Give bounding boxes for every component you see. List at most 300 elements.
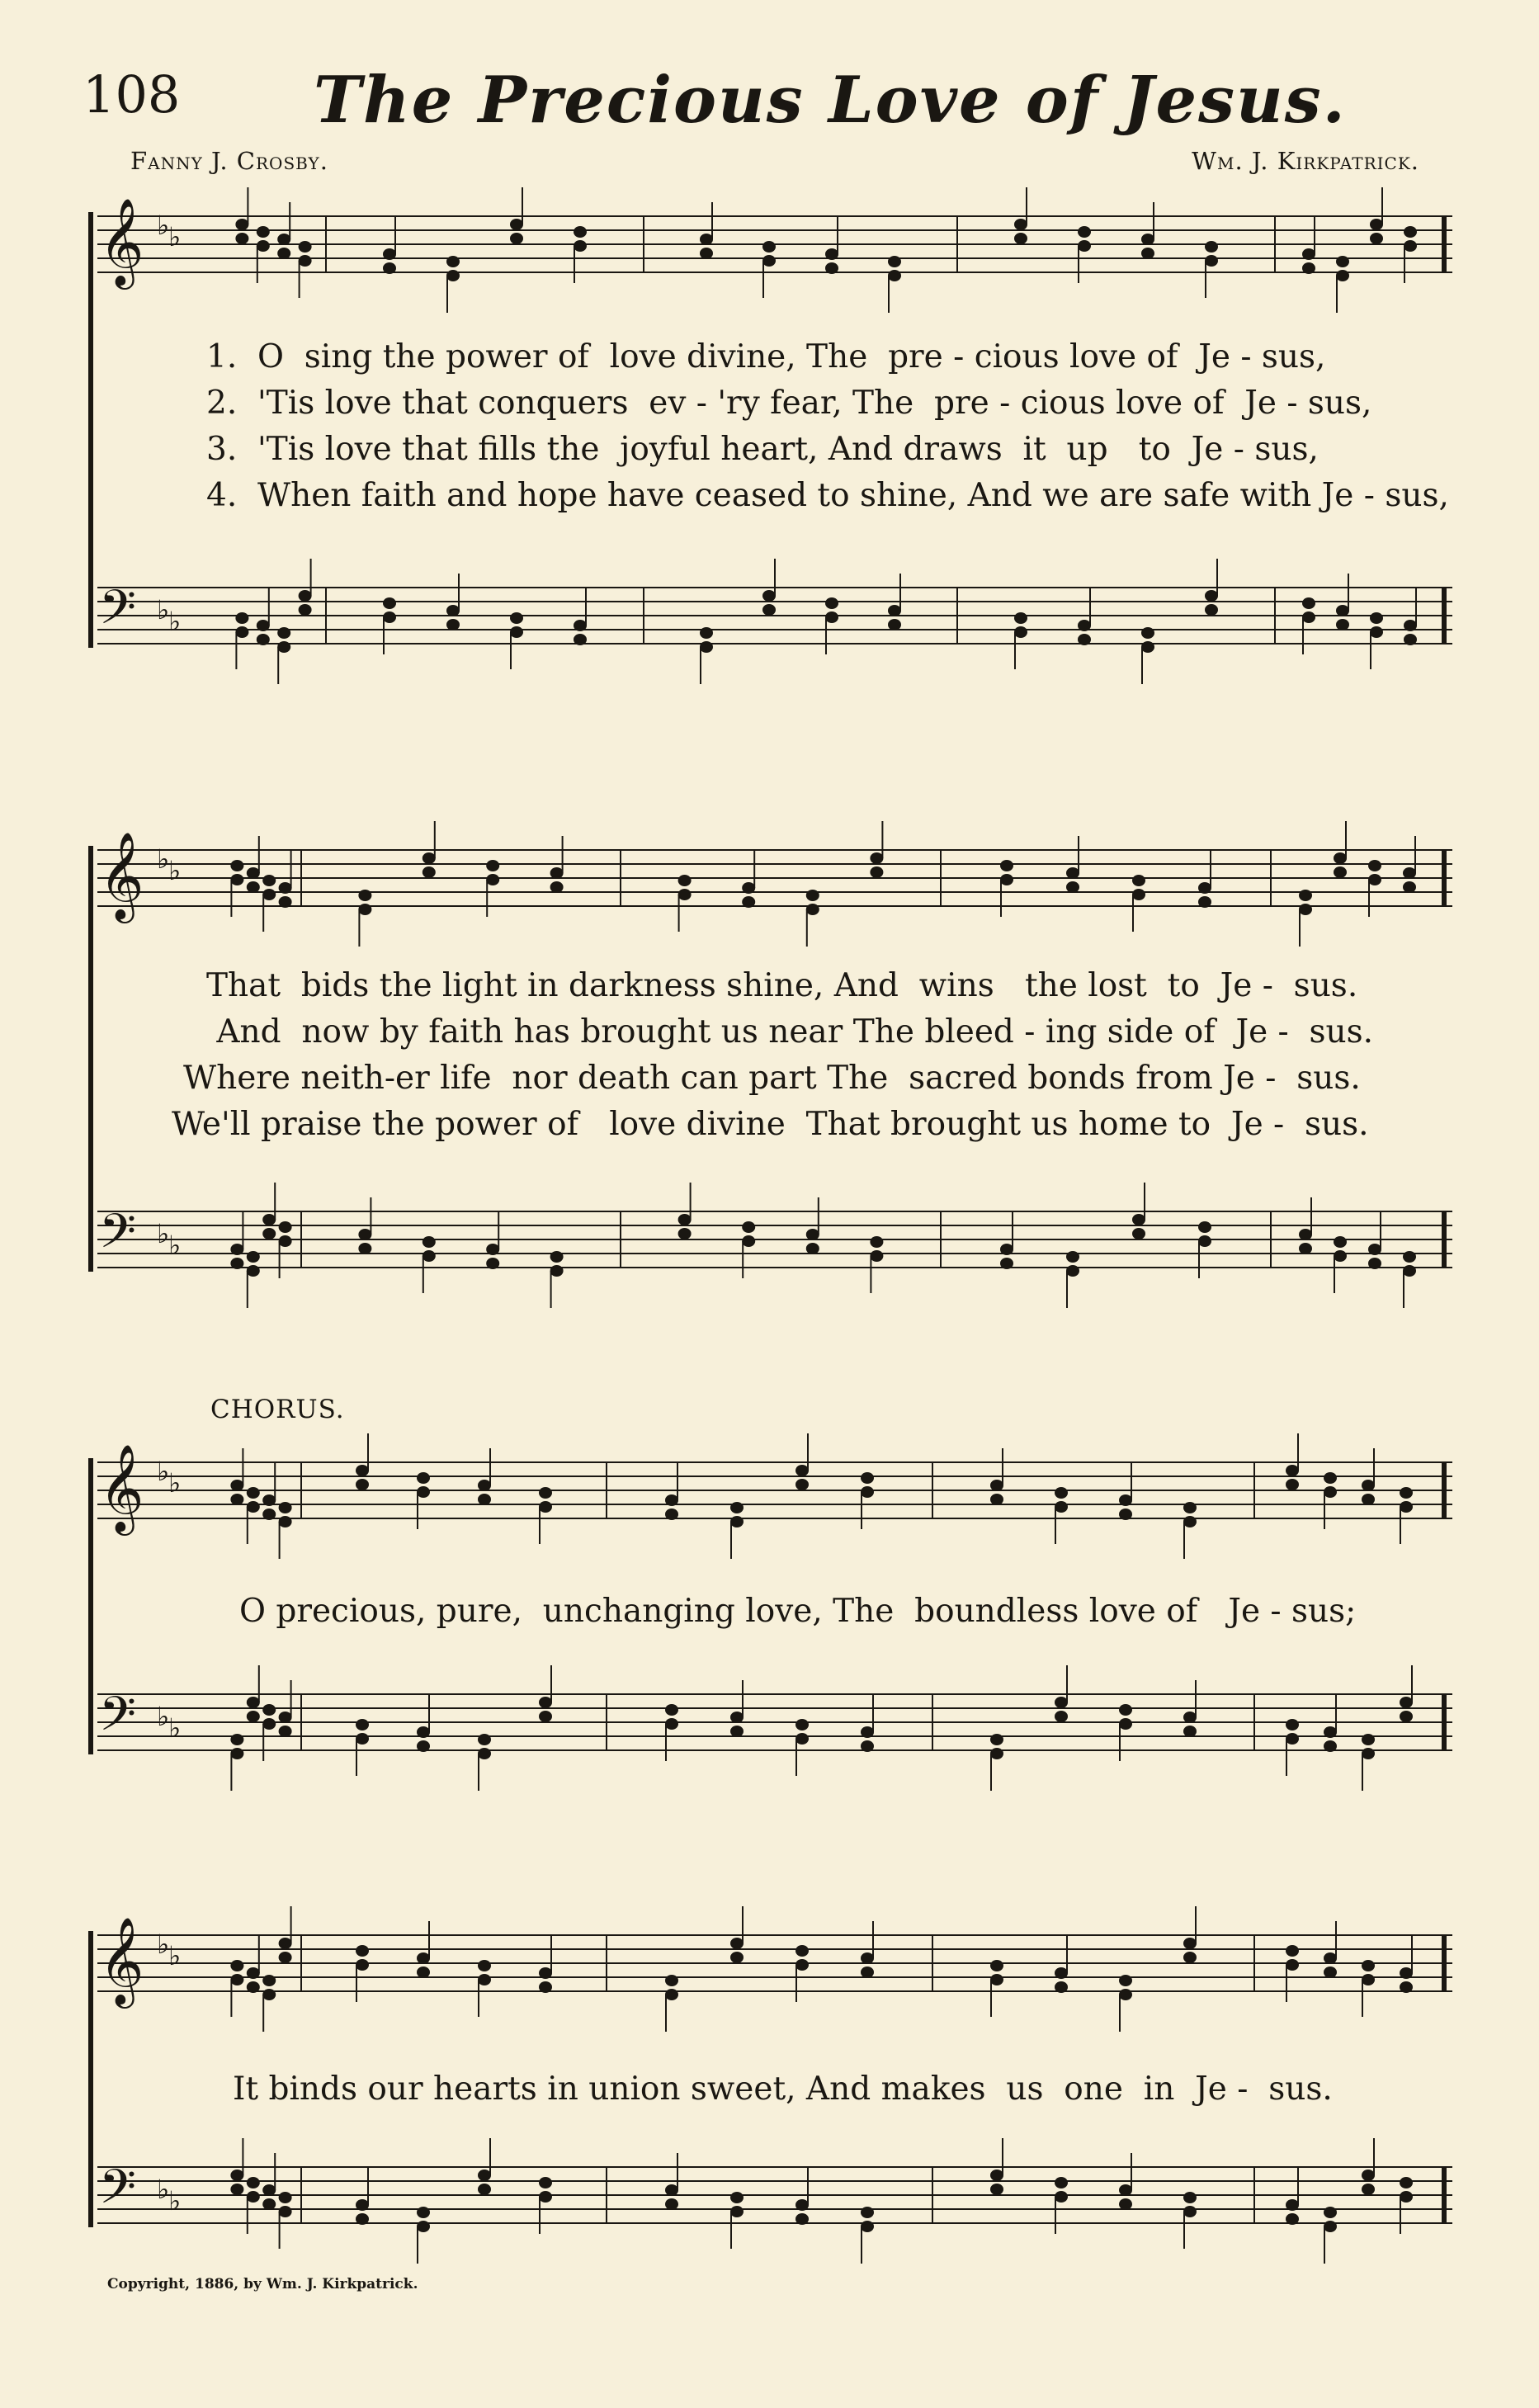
bass-note [1324, 1726, 1337, 1738]
treble-note [665, 1509, 678, 1520]
treble-note [279, 1502, 292, 1513]
treble-note [356, 1479, 369, 1490]
treble-note [1400, 1487, 1413, 1499]
bass-note [247, 1251, 260, 1263]
flat-sign-icon: ♭ [168, 606, 182, 637]
treble-note [417, 1967, 430, 1978]
treble-note [730, 1516, 744, 1527]
bass-note [990, 2184, 1003, 2195]
bass-note [990, 2170, 1003, 2181]
bass-note [262, 2198, 276, 2210]
treble-note [230, 874, 243, 885]
bass-note [795, 2213, 809, 2225]
bass-note [279, 1221, 292, 1233]
treble-note [1334, 866, 1347, 878]
bass-note [247, 1711, 260, 1722]
bass-note [1078, 634, 1091, 645]
bass-note [358, 1229, 371, 1240]
verse-2-line-b: And now by faith has brought us near The bleed - ing side of Je - sus. [206, 1013, 1374, 1051]
bass-note [1286, 2213, 1299, 2225]
bass-note [795, 2199, 809, 2211]
treble-note [247, 1981, 260, 1993]
bass-clef-icon: 𝄢 [99, 1203, 137, 1271]
treble-note [279, 1938, 292, 1949]
bass-clef-icon: 𝄢 [99, 579, 137, 647]
treble-note [1183, 1516, 1197, 1527]
bass-note [1286, 2199, 1299, 2211]
bass-note [417, 2207, 430, 2218]
bass-note [1334, 1236, 1347, 1248]
treble-note [478, 1494, 491, 1505]
flat-sign-icon: ♭ [157, 1929, 170, 1960]
bass-note [510, 626, 523, 638]
treble-note [1066, 867, 1079, 879]
treble-note [700, 248, 713, 259]
treble-note [356, 1465, 369, 1476]
treble-note [1336, 256, 1349, 267]
treble-note [257, 240, 270, 252]
bass-note [230, 1734, 243, 1745]
treble-note [1404, 226, 1417, 238]
bass-note [1066, 1265, 1079, 1277]
treble-note [861, 1952, 874, 1964]
treble-note [1400, 1967, 1413, 1979]
treble-note [1286, 1465, 1299, 1476]
treble-note [235, 233, 248, 244]
treble-note [574, 226, 587, 238]
treble-note [700, 234, 713, 245]
treble-note [870, 866, 883, 878]
bass-note [257, 634, 270, 645]
treble-note [417, 1486, 430, 1498]
treble-note [1198, 896, 1211, 908]
bass-note [423, 1250, 436, 1262]
treble-note [861, 1472, 874, 1484]
treble-note [1324, 1967, 1337, 1978]
bass-note [1119, 2198, 1132, 2210]
treble-note [806, 890, 819, 901]
bass-note [1302, 597, 1315, 609]
bass-note [539, 1711, 552, 1722]
bass-note [990, 1734, 1003, 1745]
bass-note [230, 1748, 243, 1759]
treble-note [230, 1960, 243, 1971]
treble-note [257, 226, 270, 238]
bass-note [1400, 2177, 1413, 2188]
treble-note [510, 233, 523, 244]
flat-sign-icon: ♭ [157, 1701, 170, 1732]
treble-note [762, 241, 776, 253]
treble-note [383, 248, 396, 260]
bass-note [762, 590, 776, 602]
bass-note [423, 1236, 436, 1248]
flat-sign-icon: ♭ [157, 1218, 170, 1249]
bass-note [247, 2177, 260, 2188]
bass-note [1014, 626, 1027, 638]
treble-note [795, 1959, 809, 1971]
bass-note [478, 1734, 491, 1745]
bass-note [1014, 612, 1027, 624]
treble-note [825, 248, 838, 260]
treble-note [539, 1501, 552, 1513]
treble-note [279, 1516, 292, 1527]
treble-note [1119, 1494, 1132, 1506]
treble-note [1014, 219, 1027, 230]
treble-note [1403, 881, 1416, 893]
bass-note [665, 1704, 678, 1716]
treble-note [383, 262, 396, 274]
treble-note [262, 1989, 276, 2000]
bass-note [1403, 1251, 1416, 1263]
bass-note [356, 2199, 369, 2211]
bass-note [825, 597, 838, 609]
treble-note [230, 1494, 243, 1505]
treble-note [478, 1974, 491, 1985]
treble-note [1404, 240, 1417, 252]
treble-note [539, 1487, 552, 1499]
bass-note [1286, 1719, 1299, 1730]
bass-note [478, 2170, 491, 2181]
treble-note [230, 860, 243, 871]
bass-note [762, 604, 776, 616]
treble-note [665, 1989, 678, 2000]
bass-note [1368, 1244, 1381, 1255]
treble-note [262, 875, 276, 886]
bass-note [1404, 620, 1417, 631]
bass-note [1141, 641, 1154, 653]
treble-note [1368, 874, 1381, 885]
treble-note [1183, 1502, 1197, 1513]
bass-note [806, 1243, 819, 1254]
bass-note [1119, 1718, 1132, 1730]
flat-sign-icon: ♭ [168, 221, 182, 253]
treble-note [510, 219, 523, 230]
treble-note [1362, 1974, 1375, 1985]
flat-sign-icon: ♭ [157, 2174, 170, 2205]
treble-note [1302, 262, 1315, 274]
treble-note [888, 270, 901, 281]
bass-note [665, 2184, 678, 2196]
bass-note [1299, 1229, 1312, 1240]
bass-note [539, 2191, 552, 2203]
bass-note [1055, 1711, 1068, 1722]
treble-note [1362, 1480, 1375, 1491]
bass-note [1403, 1265, 1416, 1277]
bass-note [1334, 1250, 1347, 1262]
verse-3-line-b: Where neith-er life nor death can part The sacred bonds from Je - sus. [183, 1060, 1361, 1097]
bass-note [299, 604, 312, 616]
treble-note [1368, 860, 1381, 871]
treble-note [1403, 867, 1416, 879]
treble-note [262, 1494, 276, 1506]
treble-note [446, 270, 460, 281]
treble-note [762, 255, 776, 267]
bass-note [1336, 605, 1349, 616]
flat-sign-icon: ♭ [168, 1712, 182, 1744]
bass-note [861, 1740, 874, 1752]
treble-note [247, 1501, 260, 1513]
flat-sign-icon: ♭ [157, 843, 170, 875]
bass-note [417, 1726, 430, 1738]
flat-sign-icon: ♭ [168, 1940, 182, 1971]
bass-note [539, 1697, 552, 1708]
treble-note [1078, 240, 1091, 252]
flat-sign-icon: ♭ [168, 1467, 182, 1499]
bass-note [1055, 1697, 1068, 1708]
bass-note [730, 1712, 744, 1723]
treble-note [235, 219, 248, 230]
treble-note [795, 1945, 809, 1957]
treble-clef-icon: 𝄞 [99, 197, 144, 286]
treble-note [795, 1479, 809, 1490]
treble-note [1119, 1975, 1132, 1986]
bass-note [299, 590, 312, 602]
treble-note [358, 904, 371, 915]
bass-note [247, 1265, 260, 1277]
bass-note [678, 1228, 692, 1239]
bass-note [1141, 627, 1154, 639]
page-number: 108 [83, 64, 181, 125]
treble-note [279, 896, 292, 908]
treble-note [550, 867, 564, 879]
treble-note [230, 1480, 243, 1491]
treble-note [678, 875, 692, 886]
bass-note [235, 626, 248, 638]
treble-note [279, 1952, 292, 1963]
bass-note [1370, 612, 1383, 624]
treble-note [990, 1480, 1003, 1491]
treble-note [1055, 1967, 1068, 1979]
bass-note [1183, 2206, 1197, 2217]
treble-note [1141, 248, 1154, 259]
bass-note [700, 641, 713, 653]
treble-note [1370, 233, 1383, 244]
bass-note [1286, 1733, 1299, 1745]
treble-note [1324, 1472, 1337, 1484]
bass-note [262, 1718, 276, 1730]
verse-4-line-b: We'll praise the power of love divine That brought us home to Je - sus. [172, 1106, 1369, 1143]
flat-sign-icon: ♭ [157, 210, 170, 241]
treble-note [262, 1975, 276, 1986]
bass-note [279, 1712, 292, 1723]
bass-note [678, 1214, 692, 1225]
treble-note [665, 1975, 678, 1986]
treble-note [247, 881, 260, 893]
bass-note [279, 1726, 292, 1737]
treble-note [1336, 270, 1349, 281]
bass-note [1055, 2191, 1068, 2203]
treble-note [1119, 1509, 1132, 1520]
treble-note [478, 1960, 491, 1971]
bass-note [235, 612, 248, 624]
treble-note [730, 1938, 744, 1949]
bass-note [262, 1228, 276, 1239]
treble-note [1055, 1487, 1068, 1499]
bass-note [230, 2170, 243, 2181]
bass-note [510, 612, 523, 624]
treble-note [1334, 852, 1347, 864]
treble-note [806, 904, 819, 915]
treble-note [1324, 1952, 1337, 1964]
bass-note [1066, 1251, 1079, 1263]
treble-note [247, 867, 260, 879]
bass-clef-icon: 𝄢 [99, 2159, 137, 2226]
treble-note [423, 852, 436, 864]
treble-note [277, 248, 290, 259]
bass-note [279, 1235, 292, 1247]
treble-note [1119, 1989, 1132, 2000]
bass-note [1362, 1748, 1375, 1759]
bass-note [1324, 2221, 1337, 2232]
treble-note [990, 1974, 1003, 1985]
bass-note [230, 1244, 243, 1255]
bass-note [356, 1733, 369, 1745]
treble-note [539, 1967, 552, 1979]
treble-note [1183, 1938, 1197, 1949]
treble-note [1066, 881, 1079, 893]
bass-note [356, 2213, 369, 2225]
treble-note [574, 240, 587, 252]
treble-note [1205, 255, 1218, 267]
treble-note [678, 889, 692, 900]
treble-note [486, 874, 499, 885]
bass-note [574, 620, 587, 631]
hymn-title: The Precious Love of Jesus. [314, 63, 1347, 138]
treble-note [861, 1486, 874, 1498]
bass-note [1400, 2191, 1413, 2203]
bass-note [356, 1719, 369, 1730]
bass-note [486, 1244, 499, 1255]
bass-note [262, 1704, 276, 1716]
bass-note [486, 1258, 499, 1269]
treble-note [539, 1981, 552, 1993]
chorus-line-a: O precious, pure, unchanging love, The boundless love of Je - sus; [239, 1593, 1357, 1630]
treble-note [1014, 233, 1027, 244]
bass-note [730, 2192, 744, 2203]
treble-note [730, 1502, 744, 1513]
treble-note [742, 896, 755, 908]
treble-note [1055, 1981, 1068, 1993]
bass-note [1205, 590, 1218, 602]
treble-note [247, 1967, 260, 1979]
bass-note [665, 1718, 678, 1730]
bass-note [806, 1229, 819, 1240]
verse-3-line-a: 3. 'Tis love that fills the joyful heart, And draws it up to Je - sus, [206, 431, 1319, 468]
treble-note [1400, 1981, 1413, 1993]
treble-clef-icon: 𝄞 [99, 831, 144, 919]
treble-note [1370, 219, 1383, 230]
treble-note [1362, 1494, 1375, 1505]
copyright-notice: Copyright, 1886, by Wm. J. Kirkpatrick. [107, 2276, 418, 2292]
treble-note [358, 890, 371, 901]
bass-note [1078, 620, 1091, 631]
bass-note [1324, 2207, 1337, 2218]
bass-note [478, 1748, 491, 1759]
bass-note [1119, 2184, 1132, 2196]
bass-note [888, 605, 901, 616]
bass-note [1183, 2192, 1197, 2203]
treble-note [446, 256, 460, 267]
treble-note [356, 1945, 369, 1957]
treble-note [1302, 248, 1315, 260]
bass-note [1205, 604, 1218, 616]
bass-note [795, 1719, 809, 1730]
bass-note [230, 1258, 243, 1269]
treble-note [1132, 889, 1145, 900]
treble-note [262, 889, 276, 900]
bass-note [550, 1265, 564, 1277]
treble-note [1400, 1501, 1413, 1513]
bass-note [247, 1697, 260, 1708]
treble-note [861, 1967, 874, 1978]
bass-note [1198, 1221, 1211, 1233]
bass-note [1362, 2170, 1375, 2181]
bass-note [358, 1243, 371, 1254]
bass-note [990, 1748, 1003, 1759]
treble-note [247, 1487, 260, 1499]
bass-note [1370, 626, 1383, 638]
bass-note [861, 1726, 874, 1738]
bass-note [230, 2184, 243, 2195]
bass-note [1183, 1712, 1197, 1723]
flat-sign-icon: ♭ [168, 1230, 182, 1261]
treble-note [1286, 1959, 1299, 1971]
bass-note [1132, 1214, 1145, 1225]
bass-note [1324, 1740, 1337, 1752]
treble-note [730, 1952, 744, 1963]
treble-note [299, 241, 312, 253]
treble-note [486, 860, 499, 871]
bass-note [730, 2206, 744, 2217]
treble-note [1299, 890, 1312, 901]
bass-note [700, 627, 713, 639]
treble-note [1132, 875, 1145, 886]
bass-note [1183, 1726, 1197, 1737]
bass-note [257, 620, 270, 631]
verse-1-line-b: That bids the light in darkness shine, And wins the lost to Je - sus. [206, 967, 1358, 1004]
treble-note [825, 262, 838, 274]
bass-clef-icon: 𝄢 [99, 1686, 137, 1754]
bass-note [742, 1221, 755, 1233]
treble-note [230, 1974, 243, 1985]
bass-note [247, 2191, 260, 2203]
bass-note [478, 2184, 491, 2195]
treble-note [299, 255, 312, 267]
verse-2-line-a: 2. 'Tis love that conquers ev - 'ry fear, The pre - cious love of Je - sus, [206, 385, 1372, 422]
flat-sign-icon: ♭ [168, 2185, 182, 2217]
verse-1-line-a: 1. O sing the power of love divine, The pre - cious love of Je - sus, [206, 338, 1326, 375]
bass-note [742, 1235, 755, 1247]
treble-note [888, 256, 901, 267]
treble-note [665, 1494, 678, 1506]
bass-note [1000, 1244, 1013, 1255]
flat-sign-icon: ♭ [157, 594, 170, 626]
treble-note [1078, 226, 1091, 238]
bass-note [1362, 1734, 1375, 1745]
treble-clef-icon: 𝄞 [99, 1443, 144, 1532]
bass-note [861, 2221, 874, 2232]
flat-sign-icon: ♭ [157, 1456, 170, 1487]
bass-note [383, 597, 396, 609]
bass-note [1055, 2177, 1068, 2188]
chorus-label: CHORUS. [210, 1395, 345, 1424]
treble-note [795, 1465, 809, 1476]
bass-note [795, 1733, 809, 1745]
treble-note [1000, 860, 1013, 871]
bass-note [1132, 1228, 1145, 1239]
bass-note [277, 627, 290, 639]
treble-note [1286, 1479, 1299, 1490]
